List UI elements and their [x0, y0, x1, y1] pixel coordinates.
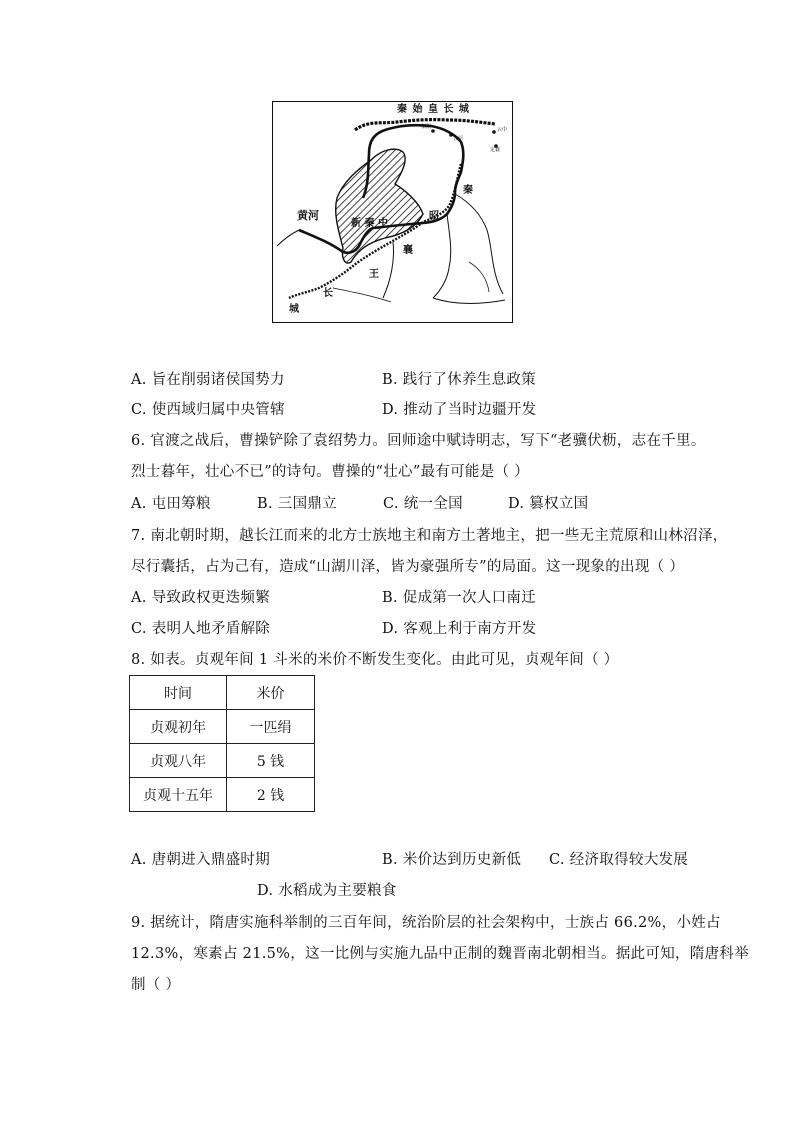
table-cell: 贞观八年	[130, 744, 227, 778]
region-label: 新 秦 中	[351, 218, 388, 229]
table-header-row	[130, 676, 315, 710]
map-small-label: 五原	[453, 136, 464, 142]
q9-stem-line1: 9. 据统计，隋唐实施科举制的三百年间，统治阶层的社会架构中，士族占 66.2%，小姓占	[131, 915, 721, 931]
q6-stem-line2: 烈士暮年，壮心不已”的诗句。曹操的“壮心”最有可能是（ ）	[131, 464, 530, 480]
q6-option-d: D. 篡权立国	[508, 496, 589, 512]
q9-stem-line2: 12.3%，寒素占 21.5%，这一比例与实施九品中正制的魏晋南北朝相当。据此可知，隋唐科举	[131, 946, 750, 962]
q6-option-b: B. 三国鼎立	[257, 496, 337, 512]
q7-stem-line1: 7. 南北朝时期，越长江而来的北方士族地主和南方土著地主，把一些无主荒原和山林沼泽，	[131, 528, 728, 544]
river	[469, 262, 489, 292]
zhao-label: 昭	[429, 211, 439, 222]
q6-option-a: A. 屯田筹粮	[131, 496, 211, 512]
river	[433, 214, 451, 298]
q5-option-b: B. 践行了休养生息政策	[382, 372, 536, 388]
map-figure	[272, 101, 513, 323]
table-cell: 5 钱	[227, 744, 315, 778]
qin-label: 秦	[463, 185, 473, 196]
map-small-label: 云中	[497, 127, 508, 133]
table-row	[130, 710, 315, 744]
q6-option-c: C. 统一全国	[383, 496, 463, 512]
river	[383, 242, 394, 298]
table-header: 米价	[227, 676, 315, 710]
river	[277, 230, 299, 246]
wang-label: 王	[369, 269, 379, 280]
table-cell: 贞观初年	[130, 710, 227, 744]
river	[333, 288, 391, 302]
table-cell: 2 钱	[227, 778, 315, 812]
q7-option-c: C. 表明人地矛盾解除	[131, 621, 271, 637]
yellow-river-label: 黄河	[297, 209, 319, 222]
q6-stem-line1: 6. 官渡之战后，曹操铲除了袁绍势力。回师途中赋诗明志，写下“老骥伏枥，志在千里。	[131, 433, 706, 449]
q8-option-d: D. 水稻成为主要粮食	[257, 883, 397, 899]
map-small-label: 稒阳	[421, 124, 432, 130]
q5-option-c: C. 使西域归属中央管辖	[131, 402, 285, 418]
table-cell: 贞观十五年	[130, 778, 227, 812]
q8-stem: 8. 如表。贞观年间 1 斗米的米价不断发生变化。由此可见，贞观年间（ ）	[131, 652, 619, 668]
map-small-label: 定襄	[490, 147, 501, 153]
xiang-label: 襄	[403, 245, 413, 256]
q5-option-a: A. 旨在削弱诸侯国势力	[131, 372, 285, 388]
great-wall-label: 秦 始 皇 长 城	[397, 104, 470, 115]
q8-option-a: A. 唐朝进入鼎盛时期	[131, 852, 270, 868]
cheng-label: 城	[289, 304, 299, 315]
q8-option-b: B. 米价达到历史新低	[382, 852, 522, 868]
city-dot	[492, 130, 496, 134]
q5-option-d: D. 推动了当时边疆开发	[382, 402, 537, 418]
table-row	[130, 778, 315, 812]
city-dot	[431, 129, 435, 133]
table-row	[130, 744, 315, 778]
q9-stem-line3: 制（ ）	[131, 977, 181, 993]
q7-stem-line2: 尽行囊括，占为己有，造成“山湖川泽，皆为豪强所专”的局面。这一现象的出现（ ）	[131, 559, 685, 575]
q7-option-b: B. 促成第一次人口南迁	[382, 590, 536, 606]
q7-option-d: D. 客观上利于南方开发	[382, 621, 537, 637]
table-header: 时间	[130, 676, 227, 710]
rice-price-table	[129, 675, 315, 812]
river	[455, 194, 503, 294]
chang-label: 长	[323, 288, 333, 299]
table-cell: 一匹绢	[227, 710, 315, 744]
q8-option-c: C. 经济取得较大发展	[549, 852, 689, 868]
river	[433, 298, 505, 304]
q7-option-a: A. 导致政权更迭频繁	[131, 590, 270, 606]
